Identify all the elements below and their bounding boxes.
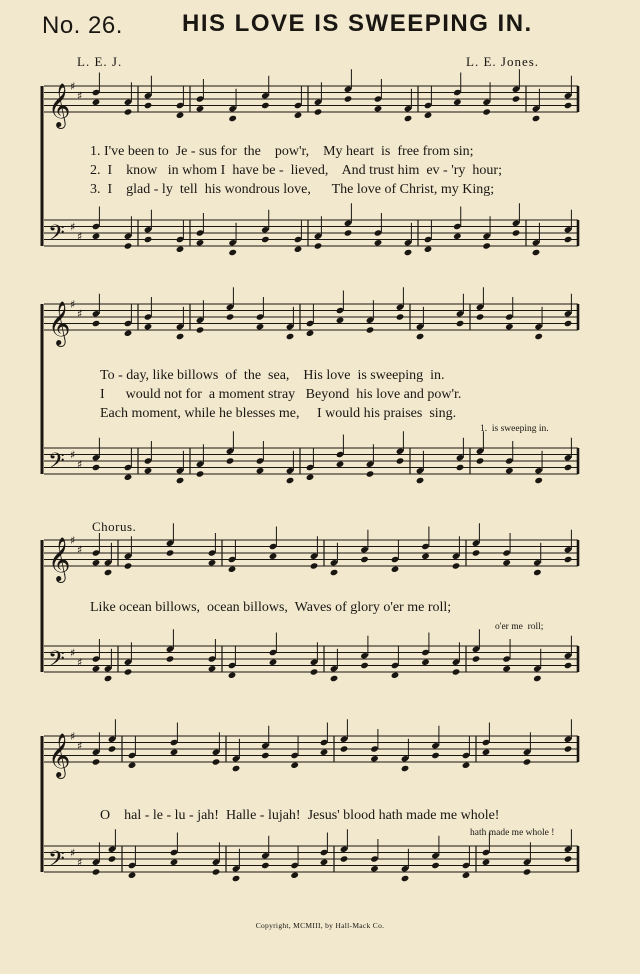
notehead	[124, 330, 133, 337]
sharp-icon: ♯	[70, 729, 76, 743]
sharp-icon: ♯	[77, 89, 83, 103]
sharp-icon: ♯	[70, 220, 76, 234]
bass-cue: o'er me roll;	[495, 622, 544, 632]
notehead	[505, 467, 514, 474]
notehead	[366, 326, 375, 333]
chorus-line: Like ocean billows, ocean billows, Waves of glory o'er me roll;	[90, 600, 452, 615]
notehead	[256, 467, 265, 474]
notehead	[232, 875, 241, 882]
notehead	[462, 762, 471, 769]
notehead	[108, 745, 117, 752]
notehead	[472, 655, 481, 662]
treble-clef-icon: 𝄞	[48, 301, 71, 345]
notehead	[396, 313, 405, 320]
notehead	[523, 758, 532, 765]
notehead	[226, 457, 235, 464]
notehead	[196, 105, 205, 112]
sharp-icon: ♯	[77, 307, 83, 321]
notehead	[232, 765, 241, 772]
notehead	[401, 765, 410, 772]
sharp-icon: ♯	[77, 458, 83, 472]
notehead	[310, 668, 319, 675]
notehead	[92, 665, 101, 672]
notehead	[462, 872, 471, 879]
verse-line: To - day, like billows of the sea, His love is sweeping in.	[100, 368, 445, 383]
notehead	[92, 233, 101, 240]
chorus-line: O hal - le - lu - jah! Halle - lujah! Jesus' blood hath made me whole!	[100, 808, 500, 823]
notehead	[564, 662, 573, 669]
notehead	[431, 862, 440, 869]
notehead	[269, 553, 278, 560]
words-credit: L. E. J.	[77, 54, 123, 69]
notehead	[453, 233, 462, 240]
notehead	[453, 99, 462, 106]
notehead	[196, 470, 205, 477]
notehead	[124, 474, 133, 481]
notehead	[452, 668, 461, 675]
notehead	[92, 464, 101, 471]
notehead	[523, 868, 532, 875]
notehead	[416, 333, 425, 340]
notehead	[176, 477, 185, 484]
notehead	[92, 559, 101, 566]
notehead	[124, 242, 133, 249]
notehead	[170, 749, 179, 756]
copyright-notice: Copyright, MCMIII, by Hall-Mack Co.	[255, 921, 385, 930]
notehead	[294, 246, 303, 253]
notehead	[374, 239, 383, 246]
bass-cue: 1. is sweeping in.	[480, 424, 549, 434]
notehead	[256, 323, 265, 330]
notehead	[336, 317, 345, 324]
notehead	[456, 320, 465, 327]
notehead	[124, 562, 133, 569]
notehead	[502, 559, 511, 566]
notehead	[564, 236, 573, 243]
notehead	[431, 752, 440, 759]
notehead	[482, 242, 491, 249]
hymn-title: HIS LOVE IS SWEEPING IN.	[182, 10, 533, 37]
notehead	[532, 115, 541, 122]
treble-clef-icon: 𝄞	[48, 537, 71, 581]
notehead	[306, 474, 315, 481]
notehead	[476, 457, 485, 464]
notehead	[404, 249, 413, 256]
notehead	[269, 659, 278, 666]
notehead	[416, 477, 425, 484]
notehead	[391, 672, 400, 679]
treble-clef-icon: 𝄞	[48, 733, 71, 777]
notehead	[104, 569, 113, 576]
notehead	[370, 755, 379, 762]
notehead	[424, 246, 433, 253]
notehead	[512, 95, 521, 102]
notehead	[290, 872, 299, 879]
notehead	[261, 862, 270, 869]
sharp-icon: ♯	[77, 230, 83, 244]
notehead	[261, 236, 270, 243]
notehead	[286, 333, 295, 340]
notehead	[330, 569, 339, 576]
notehead	[532, 249, 541, 256]
sharp-icon: ♯	[70, 79, 76, 93]
notehead	[336, 461, 345, 468]
notehead	[314, 242, 323, 249]
notehead	[360, 556, 369, 563]
sharp-icon: ♯	[70, 646, 76, 660]
notehead	[360, 662, 369, 669]
notehead	[534, 333, 543, 340]
notehead	[391, 566, 400, 573]
notehead	[92, 758, 101, 765]
notehead	[228, 249, 237, 256]
notehead	[320, 859, 329, 866]
notehead	[176, 246, 185, 253]
notehead	[533, 569, 542, 576]
notehead	[170, 859, 179, 866]
verse-line: I would not for a moment stray Beyond his love and pow'r.	[100, 387, 462, 402]
notehead	[228, 672, 237, 679]
notehead	[108, 855, 117, 862]
notehead	[564, 320, 573, 327]
notehead	[212, 868, 221, 875]
notehead	[228, 115, 237, 122]
notehead	[124, 668, 133, 675]
notehead	[144, 102, 153, 109]
verse-line: 3. I glad - ly tell his wondrous love, The love of Christ, my King;	[90, 182, 495, 197]
notehead	[128, 762, 137, 769]
sharp-icon: ♯	[70, 533, 76, 547]
bass-clef-icon: 𝄢	[48, 647, 65, 677]
notehead	[366, 470, 375, 477]
notehead	[452, 562, 461, 569]
notehead	[212, 758, 221, 765]
notehead	[92, 868, 101, 875]
sharp-icon: ♯	[77, 543, 83, 557]
sharp-icon: ♯	[70, 448, 76, 462]
notehead	[92, 320, 101, 327]
notehead	[472, 549, 481, 556]
notehead	[226, 313, 235, 320]
bass-clef-icon: 𝄢	[48, 221, 65, 251]
notehead	[564, 556, 573, 563]
notehead	[421, 659, 430, 666]
notehead	[456, 464, 465, 471]
music-system-4	[0, 729, 640, 917]
notehead	[320, 749, 329, 756]
bass-cue: hath made me whole !	[470, 828, 555, 838]
notehead	[502, 665, 511, 672]
notehead	[534, 477, 543, 484]
notehead	[228, 566, 237, 573]
notehead	[166, 549, 175, 556]
notehead	[401, 875, 410, 882]
notehead	[564, 855, 573, 862]
verse-line: Each moment, while he blesses me, I would his praises sing.	[100, 406, 457, 421]
notehead	[290, 762, 299, 769]
notehead	[564, 102, 573, 109]
notehead	[310, 562, 319, 569]
sharp-icon: ♯	[70, 297, 76, 311]
notehead	[344, 229, 353, 236]
notehead	[261, 102, 270, 109]
notehead	[476, 313, 485, 320]
notehead	[330, 675, 339, 682]
notehead	[208, 665, 217, 672]
notehead	[306, 330, 315, 337]
notehead	[166, 655, 175, 662]
verse-line: 1. I've been to Je - sus for the pow'r, My heart is free from sin;	[90, 144, 474, 159]
notehead	[92, 99, 101, 106]
notehead	[482, 749, 491, 756]
notehead	[396, 457, 405, 464]
notehead	[128, 872, 137, 879]
notehead	[421, 553, 430, 560]
sharp-icon: ♯	[70, 846, 76, 860]
notehead	[196, 326, 205, 333]
notehead	[208, 559, 217, 566]
notehead	[176, 333, 185, 340]
sharp-icon: ♯	[77, 856, 83, 870]
treble-clef-icon: 𝄞	[48, 83, 71, 127]
sharp-icon: ♯	[77, 739, 83, 753]
notehead	[482, 859, 491, 866]
notehead	[124, 108, 133, 115]
music-credit: L. E. Jones.	[466, 54, 540, 69]
bass-clef-icon: 𝄢	[48, 449, 65, 479]
notehead	[564, 464, 573, 471]
notehead	[104, 675, 113, 682]
notehead	[564, 745, 573, 752]
notehead	[261, 752, 270, 759]
notehead	[144, 323, 153, 330]
notehead	[344, 95, 353, 102]
notehead	[176, 112, 185, 119]
notehead	[374, 105, 383, 112]
verse-line: 2. I know in whom I have be - lieved, And trust him ev - 'ry hour;	[90, 163, 502, 178]
notehead	[424, 112, 433, 119]
notehead	[340, 745, 349, 752]
sharp-icon: ♯	[77, 656, 83, 670]
notehead	[196, 239, 205, 246]
notehead	[533, 675, 542, 682]
notehead	[404, 115, 413, 122]
notehead	[144, 236, 153, 243]
notehead	[294, 112, 303, 119]
notehead	[370, 865, 379, 872]
bass-clef-icon: 𝄢	[48, 847, 65, 877]
hymn-number: No. 26.	[42, 12, 123, 39]
notehead	[144, 467, 153, 474]
notehead	[505, 323, 514, 330]
notehead	[512, 229, 521, 236]
notehead	[340, 855, 349, 862]
notehead	[314, 108, 323, 115]
chorus-label: Chorus.	[92, 519, 137, 534]
notehead	[482, 108, 491, 115]
notehead	[286, 477, 295, 484]
